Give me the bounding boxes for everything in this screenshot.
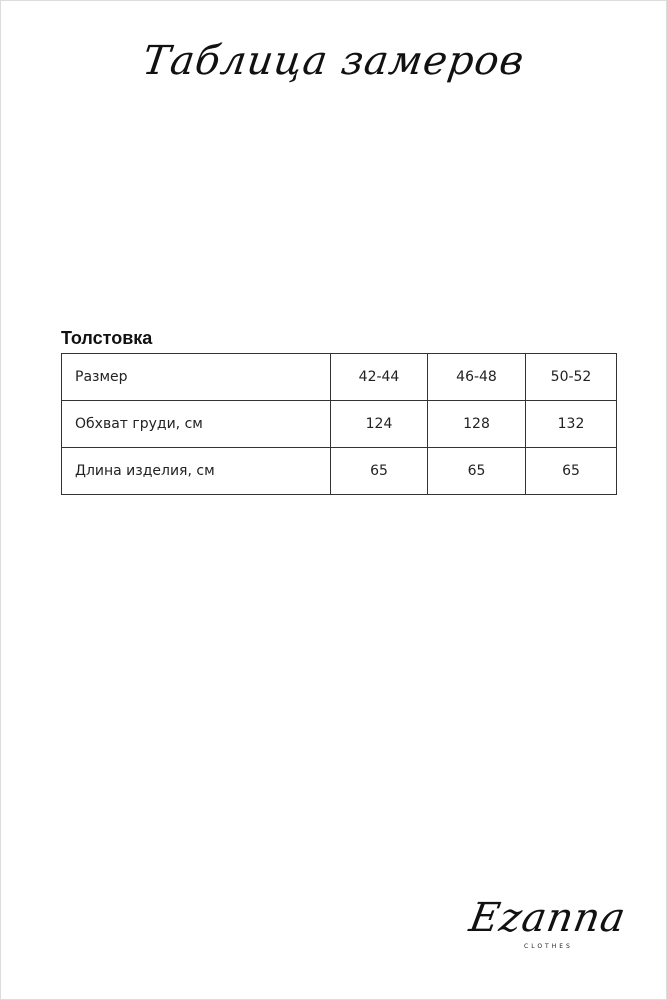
size-table (61, 353, 617, 495)
table-cell: 65 (331, 448, 428, 495)
logo-wordmark: Ezanna (465, 895, 630, 941)
table-cell: 124 (331, 401, 428, 448)
row-label: Обхват груди, см (62, 401, 331, 448)
row-label: Длина изделия, см (62, 448, 331, 495)
table-row (62, 354, 617, 401)
table-cell: 65 (526, 448, 617, 495)
brand-logo (460, 885, 630, 975)
section-title: Толстовка (61, 328, 153, 348)
table-row (62, 448, 617, 495)
row-label: Размер (62, 354, 331, 401)
table-cell: 132 (526, 401, 617, 448)
table-cell: 42-44 (331, 354, 428, 401)
table-cell: 65 (428, 448, 526, 495)
table-row (62, 401, 617, 448)
page-title: Таблица замеров (139, 38, 528, 84)
table-cell: 50-52 (526, 354, 617, 401)
table-cell: 46-48 (428, 354, 526, 401)
logo-subtitle: CLOTHES (524, 943, 573, 950)
table-cell: 128 (428, 401, 526, 448)
